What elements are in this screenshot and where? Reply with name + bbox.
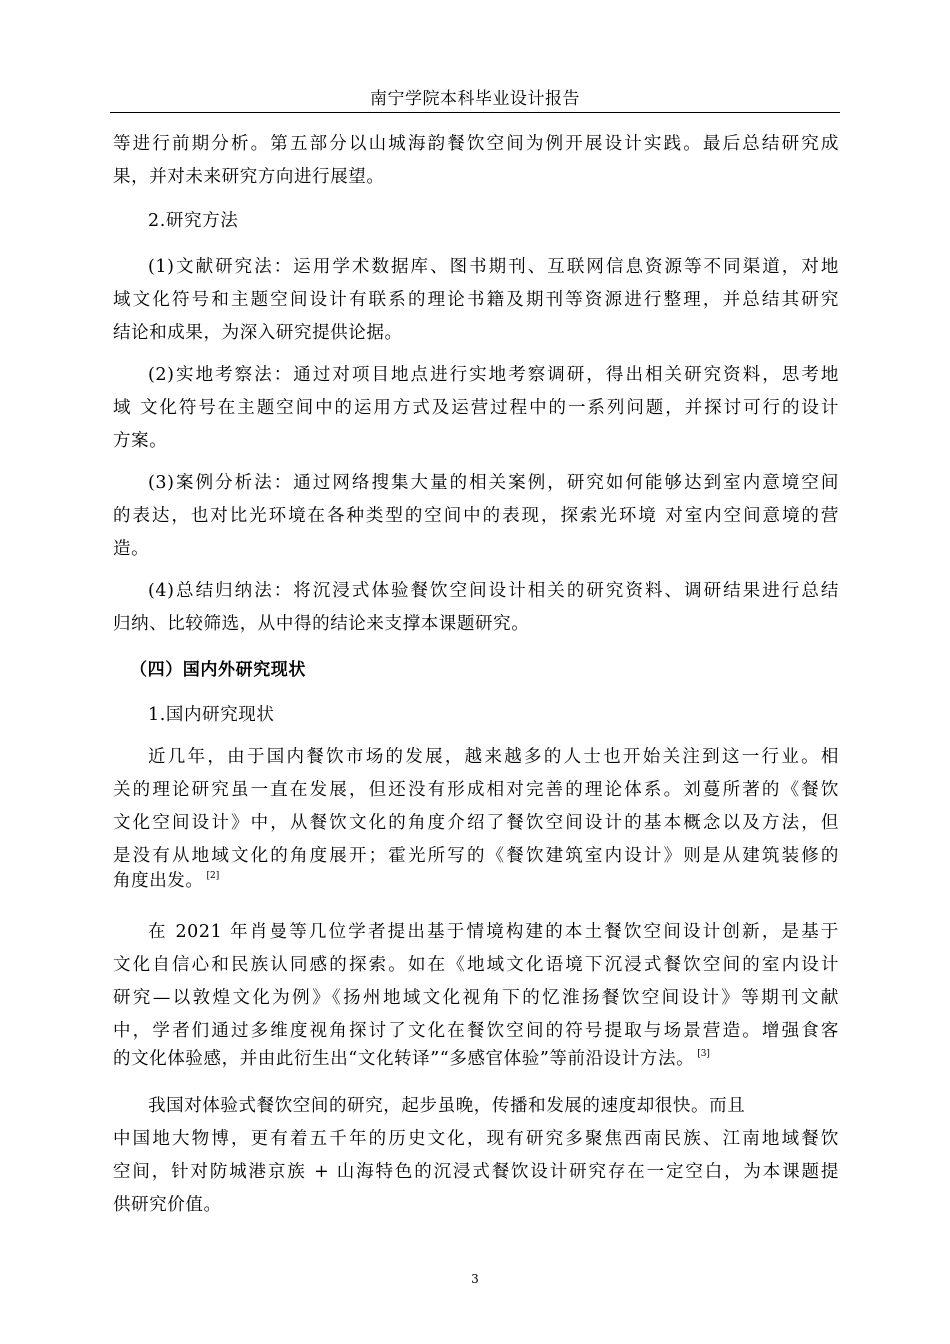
body-line: 文化自信心和民族认同感的探索。如在《地域文化语境下沉浸式餐饮空间的室内设计 (113, 955, 839, 975)
body-line: 域 文化符号在主题空间中的运用方式及运营过程中的一系列问题，并探讨可行的设计 (113, 398, 839, 418)
subheading-research-methods: 2.研究方法 (148, 211, 239, 231)
body-line: 关的理论研究虽一直在发展，但还没有形成相对完善的理论体系。刘蔓所著的《餐饮 (113, 780, 839, 800)
body-line: 我国对体验式餐饮空间的研究，起步虽晚，传播和发展的速度却很快。而且 (148, 1096, 746, 1116)
body-line-with-ref (113, 867, 839, 892)
body-line: 空间，针对防城港京族 + 山海特色的沉浸式餐饮设计研究存在一定空白，为本课题提 (113, 1162, 839, 1182)
body-line: 供研究价值。 (113, 1195, 222, 1215)
body-line: 中国地大物博，更有着五千年的历史文化，现有研究多聚焦西南民族、江南地域餐饮 (113, 1129, 839, 1149)
body-line: 方案。 (113, 431, 168, 451)
page-number: 3 (471, 1272, 479, 1286)
header-divider (110, 112, 840, 113)
body-line: 在 2021 年肖曼等几位学者提出基于情境构建的本土餐饮空间设计创新，是基于 (148, 922, 839, 942)
citation-ref: [2] (206, 871, 220, 881)
body-line: (4)总结归纳法：将沉浸式体验餐饮空间设计相关的研究资料、调研结果进行总结 (148, 581, 839, 601)
body-line: 造。 (113, 539, 150, 559)
body-line: (3)案例分析法：通过网络搜集大量的相关案例，研究如何能够达到室内意境空间 (148, 473, 839, 493)
body-line: 域文化符号和主题空间设计有联系的理论书籍及期刊等资源进行整理，并总结其研究 (113, 290, 839, 310)
body-line: 研究—以敦煌文化为例》《扬州地域文化视角下的忆淮扬餐饮空间设计》等期刊文献 (113, 988, 839, 1008)
citation-ref: [3] (697, 1049, 710, 1059)
body-line: 果，并对未来研究方向进行展望。 (113, 167, 385, 187)
body-line: 中，学者们通过多维度视角探讨了文化在餐饮空间的符号提取与场景营造。增强食客 (113, 1021, 839, 1041)
body-line: 归纳、比较筛选，从中得的结论来支撑本课题研究。 (113, 614, 530, 634)
body-line-with-ref (113, 1045, 839, 1070)
body-line: (1)文献研究法：运用学术数据库、图书期刊、互联网信息资源等不同渠道，对地 (148, 257, 839, 277)
body-line: 文化空间设计》中，从餐饮文化的角度介绍了餐饮空间设计的基本概念以及方法，但 (113, 813, 839, 833)
body-text: 角度出发。 (113, 871, 204, 891)
body-text: 的文化体验感，并由此衍生出“文化转译”“多感官体验”等前沿设计方法。 (113, 1049, 695, 1069)
page-header-title: 南宁学院本科毕业设计报告 (370, 89, 580, 109)
subheading-domestic-status: 1.国内研究现状 (148, 705, 275, 725)
body-line: 的表达，也对比光环境在各种类型的空间中的表现，探索光环境 对室内空间意境的营 (113, 506, 839, 526)
section-heading: （四）国内外研究现状 (130, 660, 306, 680)
body-line: 结论和成果，为深入研究提供论据。 (113, 323, 403, 343)
body-line: (2)实地考察法：通过对项目地点进行实地考察调研，得出相关研究资料，思考地 (148, 365, 839, 385)
body-line: 是没有从地域文化的角度展开；霍光所写的《餐饮建筑室内设计》则是从建筑装修的 (113, 846, 839, 866)
body-line: 等进行前期分析。第五部分以山城海韵餐饮空间为例开展设计实践。最后总结研究成 (113, 134, 839, 154)
body-line: 近几年，由于国内餐饮市场的发展，越来越多的人士也开始关注到这一行业。相 (148, 747, 839, 767)
